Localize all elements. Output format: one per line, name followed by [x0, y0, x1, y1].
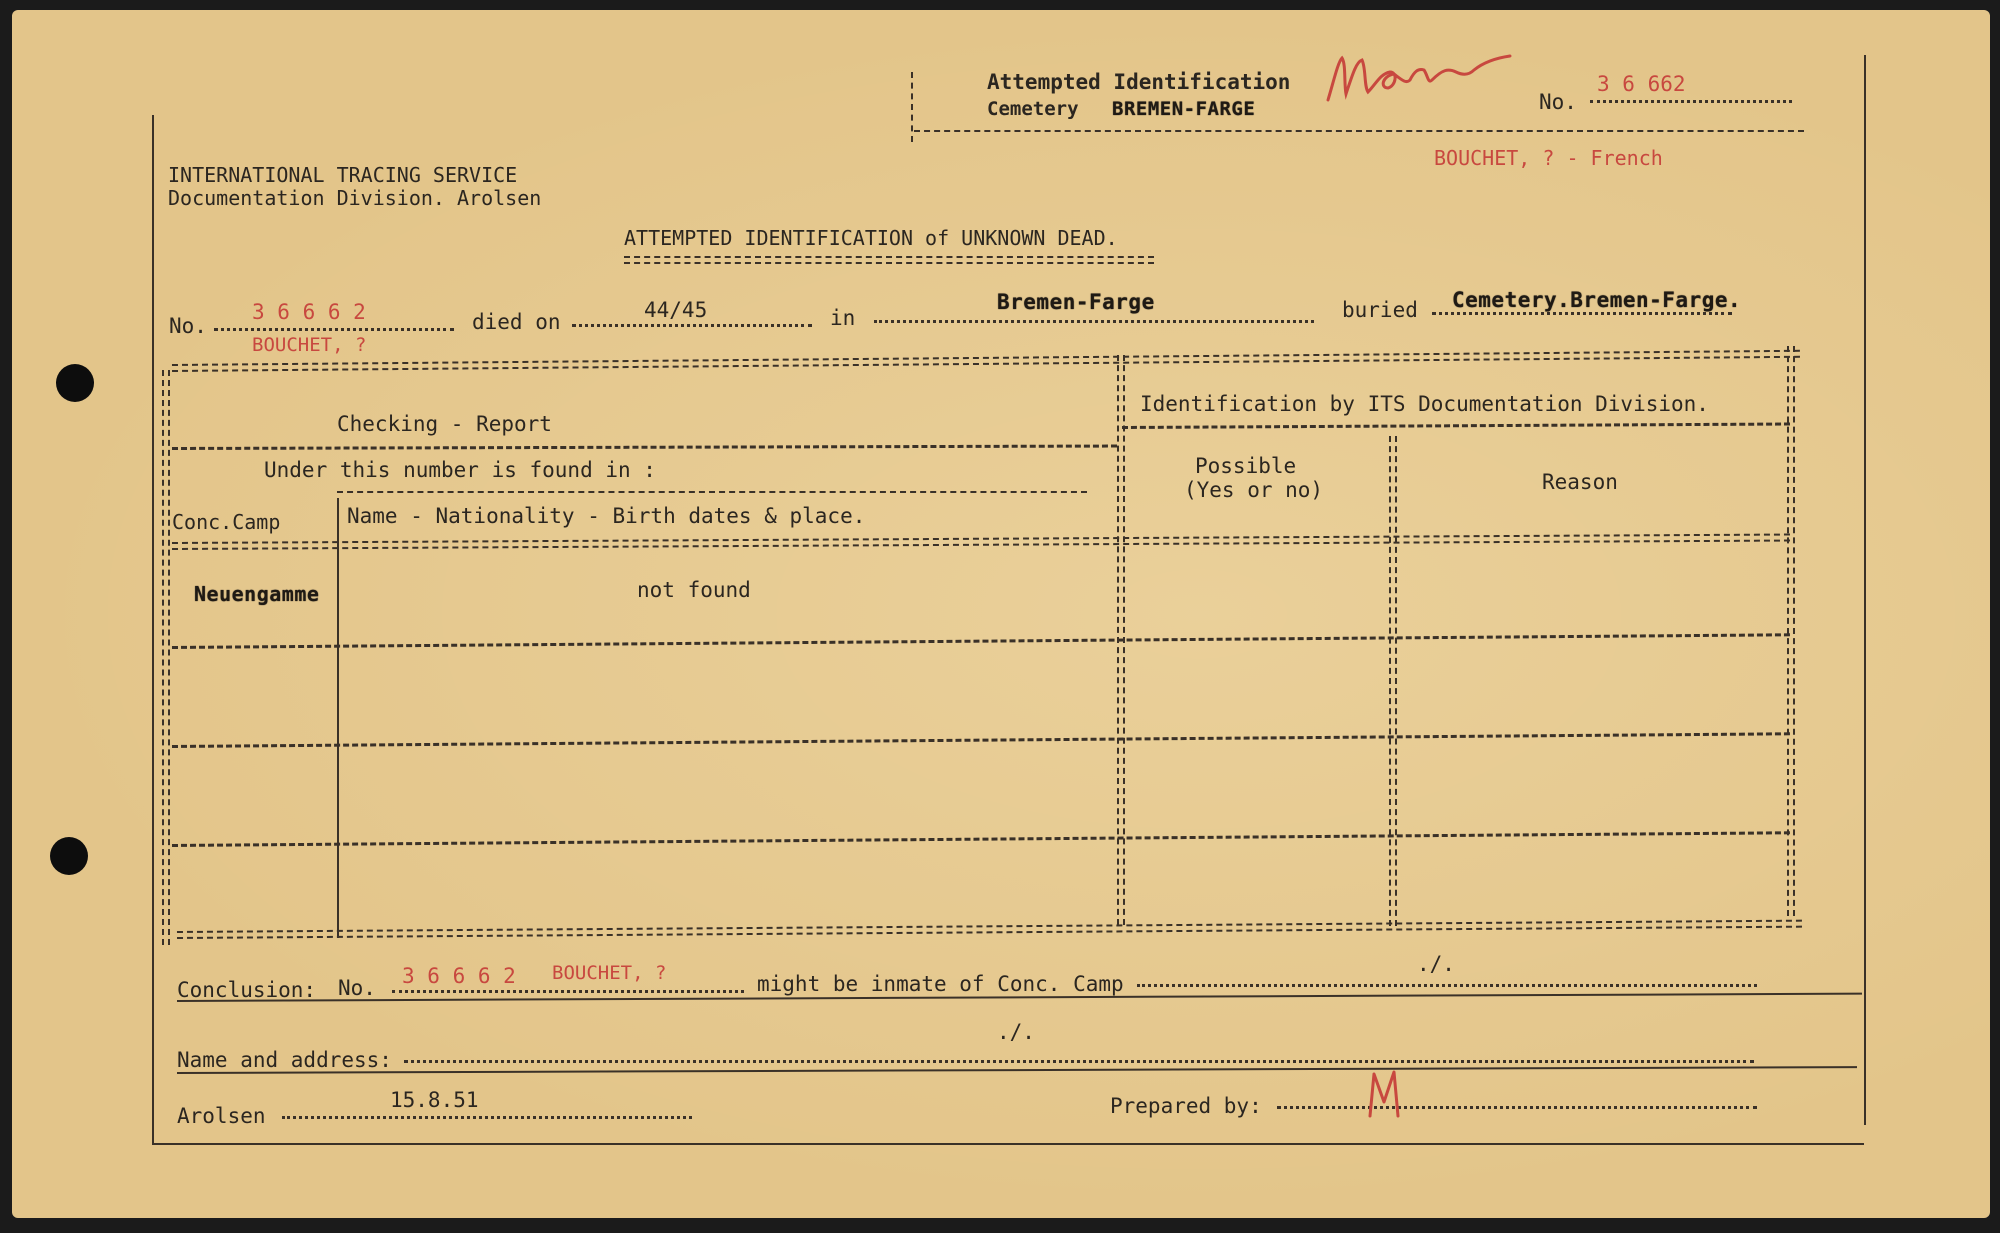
table-col-divider-camp	[337, 498, 339, 938]
checking-report-header: Checking - Report	[337, 412, 552, 436]
checking-header-bottom-line	[172, 445, 1117, 450]
conclusion-no-name: BOUCHET, ?	[552, 962, 667, 984]
frame-bottom-line	[152, 1143, 1864, 1145]
name-address-dotted	[404, 1060, 1754, 1063]
conclusion-no-value: 3 6 6 6 2	[402, 964, 516, 988]
row-divider-3	[172, 831, 1790, 847]
stamp-box-left	[911, 72, 913, 142]
record-no-value: 3 6 6 6 2	[252, 300, 366, 324]
row-1-camp: Neuengamme	[194, 582, 320, 606]
name-address-value: ./.	[997, 1020, 1035, 1044]
row-divider-1	[172, 633, 1790, 649]
record-buried-dotted	[1432, 312, 1732, 315]
identification-header-bottom-line	[1122, 423, 1790, 429]
form-title-underline	[624, 256, 1154, 264]
record-in-label: in	[830, 306, 856, 330]
index-card	[12, 10, 1990, 1218]
frame-right-line	[1864, 55, 1866, 1125]
col-header-bottom-line	[172, 534, 1790, 550]
date-dotted	[282, 1116, 692, 1119]
conclusion-label: Conclusion:	[177, 978, 317, 1002]
stamp-line1: Attempted Identification	[987, 70, 1291, 94]
frame-left-line	[152, 115, 154, 1145]
conclusion-no-label: No.	[338, 976, 376, 1000]
issuer-line1: INTERNATIONAL TRACING SERVICE	[168, 163, 518, 187]
conclusion-camp-value: ./.	[1417, 952, 1455, 976]
reason-header: Reason	[1542, 470, 1618, 494]
col-camp-header: Conc.Camp	[172, 510, 281, 534]
conclusion-no-dotted	[392, 990, 744, 993]
prepared-by-label: Prepared by:	[1110, 1094, 1262, 1118]
record-died-dotted	[572, 324, 812, 327]
form-title: ATTEMPTED IDENTIFICATION of UNKNOWN DEAD.	[624, 226, 1118, 250]
place-label: Arolsen	[177, 1104, 266, 1128]
stamp-red-name: BOUCHET, ? - French	[1434, 146, 1663, 170]
table-top-border	[172, 350, 1800, 372]
record-buried-value: Cemetery.Bremen-Farge.	[1452, 288, 1742, 312]
stamp-no-value: 3 6 662	[1597, 72, 1686, 96]
record-no-dotted	[214, 328, 454, 331]
prepared-by-initial-m-signature	[1364, 1068, 1408, 1120]
name-address-underline	[177, 1066, 1857, 1074]
punch-hole-top	[56, 364, 94, 402]
record-in-dotted	[874, 320, 1314, 323]
punch-hole-bottom	[50, 837, 88, 875]
under-number-line	[337, 491, 1087, 493]
identification-header: Identification by ITS Documentation Division.	[1140, 392, 1709, 416]
date-value: 15.8.51	[390, 1088, 479, 1112]
table-bottom-border	[177, 920, 1802, 939]
record-in-value: Bremen-Farge	[997, 290, 1155, 314]
under-number-label: Under this number is found in :	[264, 458, 656, 482]
possible-header-2: (Yes or no)	[1184, 478, 1324, 502]
col-name-header: Name - Nationality - Birth dates & place.	[347, 504, 866, 528]
table-left-border	[162, 370, 170, 945]
conclusion-camp-dotted	[1137, 984, 1757, 987]
record-no-label: No.	[169, 314, 207, 338]
handwritten-none-signature	[1324, 50, 1514, 105]
stamp-box-bottom	[914, 130, 1804, 132]
prepared-by-dotted	[1277, 1106, 1757, 1109]
issuer-line2: Documentation Division. Arolsen	[168, 186, 542, 210]
conclusion-might-be: might be inmate of Conc. Camp	[757, 972, 1124, 996]
record-no-name: BOUCHET, ?	[252, 334, 367, 356]
stamp-line2-value: BREMEN-FARGE	[1112, 98, 1256, 120]
possible-header-1: Possible	[1195, 454, 1297, 478]
stamp-line2-label: Cemetery	[987, 98, 1079, 120]
stamp-no-label: No.	[1539, 90, 1577, 114]
name-address-label: Name and address:	[177, 1048, 392, 1072]
record-died-label: died on	[472, 310, 561, 334]
record-buried-label: buried	[1342, 298, 1418, 322]
row-1-name: not found	[637, 578, 751, 602]
record-died-value: 44/45	[644, 298, 708, 322]
row-divider-2	[172, 732, 1790, 748]
stamp-no-dotted-line	[1590, 100, 1792, 103]
table-col-divider-2	[1389, 436, 1397, 926]
